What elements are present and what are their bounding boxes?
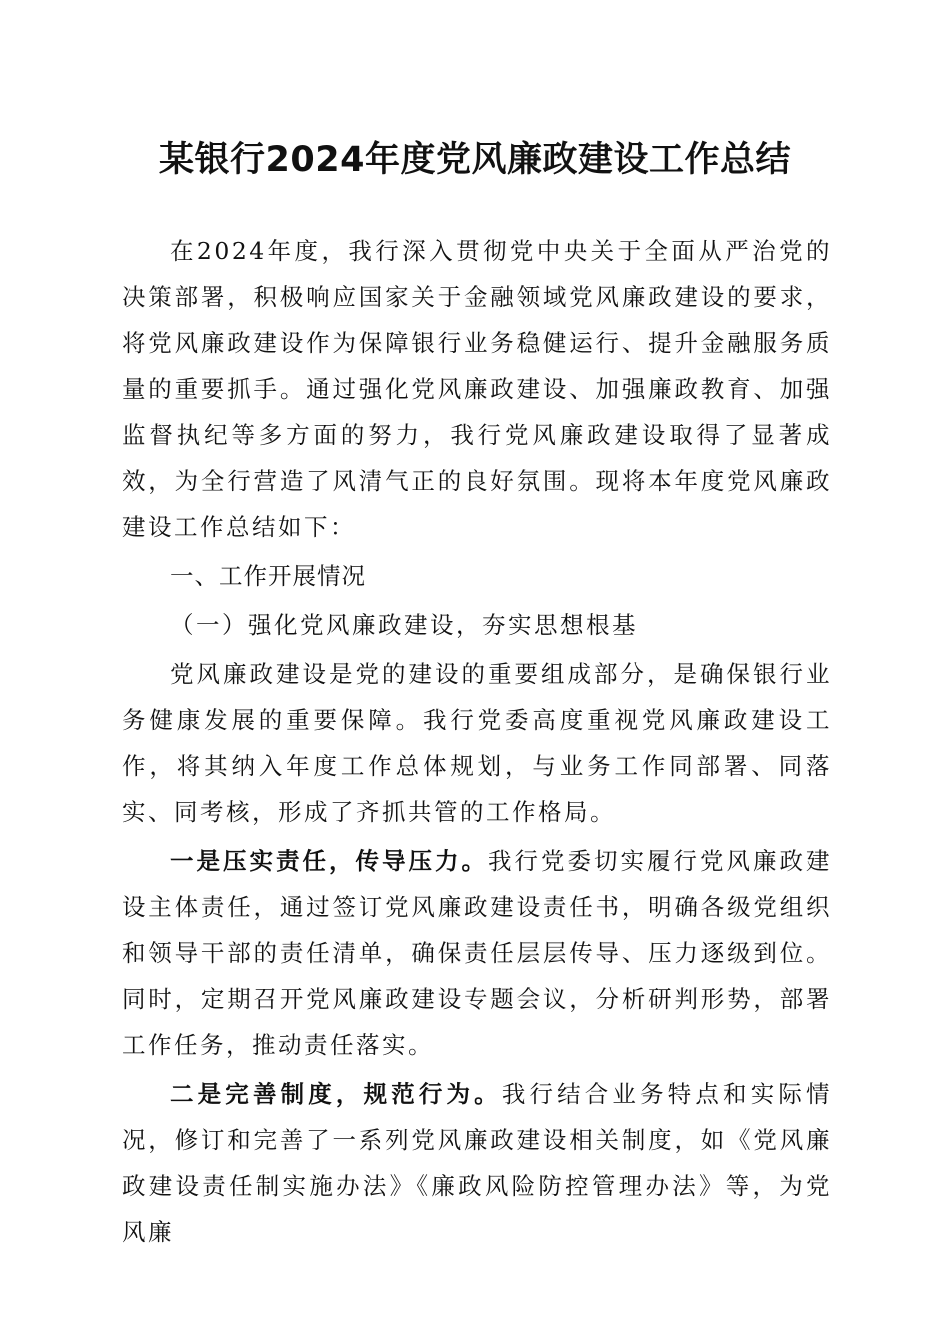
section-heading: 一、工作开展情况: [170, 562, 366, 590]
point-text-1: 我行党委切实履行党风廉政建设主体责任，通过签订党风廉政建设责任书，明确各级党组织和领导干部的责任清单，确保责任层层传导、压力逐级到位。同时，定期召开党风廉政建设专题会议，分析研判形势，部署工作任务，推动责任落实。: [122, 847, 832, 1059]
point-lead-1: 一是压实责任，传导压力。: [170, 847, 488, 875]
intro-paragraph: 在2024年度，我行深入贯彻党中央关于全面从严治党的决策部署，积极响应国家关于金融领域党风廉政建设的要求，将党风廉政建设作为保障银行业务稳健运行、提升金融服务质量的重要抓手。通过强化党风廉政建设、加强廉政教育、加强监督执纪等多方面的努力，我行党风廉政建设取得了显著成效，为全行营造了风清气正的良好氛围。现将本年度党风廉政建设工作总结如下：: [122, 237, 832, 541]
document-title: 某银行2024年度党风廉政建设工作总结: [159, 140, 791, 180]
point-text-2: 我行结合业务特点和实际情况，修订和完善了一系列党风廉政建设相关制度，如《党风廉政建设责任制实施办法》《廉政风险防控管理办法》等，为党风廉: [122, 1080, 833, 1246]
document-body: [122, 228, 832, 1258]
point-lead-2: 二是完善制度，规范行为。: [170, 1080, 502, 1108]
point-paragraph-2: [122, 1071, 832, 1255]
subsection-heading: （一）强化党风廉政建设，夯实思想根基: [170, 611, 638, 639]
point-paragraph-1: [122, 838, 832, 1068]
body-paragraph: 党风廉政建设是党的建设的重要组成部分，是确保银行业务健康发展的重要保障。我行党委高度重视党风廉政建设工作，将其纳入年度工作总体规划，与业务工作同部署、同落实、同考核，形成了齐抓共管的工作格局。: [122, 660, 832, 826]
